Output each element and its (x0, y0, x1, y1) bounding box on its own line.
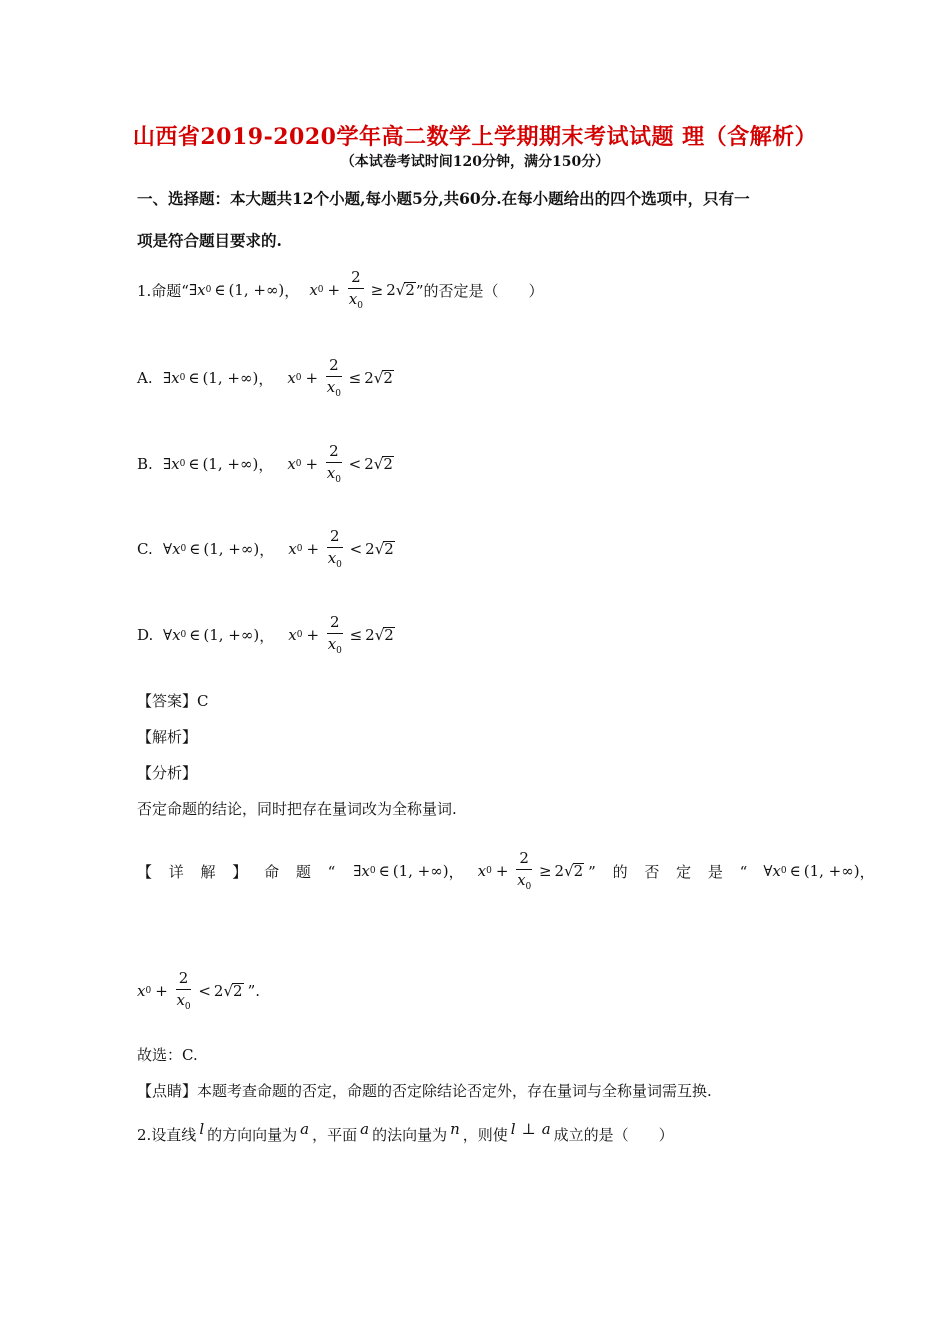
q2-var-n: n (450, 1119, 460, 1138)
option-b-quantifier: ∃ (163, 455, 172, 473)
option-b-frac-num: 2 (326, 444, 342, 463)
detail2-fraction (176, 968, 192, 1012)
detail-elem-2: ∈ (789, 862, 801, 880)
option-a-fraction (326, 355, 342, 399)
option-d-plus: + (306, 626, 320, 644)
question-1-stem (137, 262, 544, 318)
section-heading-line1: 一、选择题：本大题共12个小题,每小题5分,共60分.在每小题给出的四个选项中，只有一 (137, 189, 750, 208)
q1-coef: 2 (386, 281, 396, 299)
page-title: 山西省2019-2020学年高二数学上学期期末考试试题 理（含解析） (132, 124, 818, 150)
detail2-coef: 2 (213, 982, 224, 1000)
choice-text: 故选：C. (137, 1046, 198, 1064)
detail-line-1 (137, 843, 875, 899)
option-a-comma: ， (258, 369, 274, 388)
option-a-relation: ≤ (348, 369, 362, 387)
option-a-sub2: 0 (295, 373, 302, 383)
detail2-x: x (137, 982, 146, 1000)
detail-relation: ≥ (538, 862, 552, 880)
q1-prefix: 1.命题“ (137, 281, 189, 300)
option-d-interval: (1, +∞) (203, 626, 260, 644)
option-c-elem: ∈ (189, 540, 201, 558)
option-d-frac-den: x (327, 634, 337, 653)
option-b-fraction (326, 441, 342, 485)
option-b-label: B. (137, 455, 153, 473)
sqrt-icon: √ (374, 540, 385, 558)
answer-label: 【答案】C (137, 692, 209, 710)
option-d-x2: x (288, 626, 297, 644)
option-c-frac-den-sub: 0 (336, 559, 342, 570)
detail2-sub: 0 (145, 986, 152, 996)
option-d-sqrt-arg: 2 (384, 625, 394, 644)
q2-text-f: 成立的是（ ） (553, 1126, 674, 1144)
option-c-interval: (1, +∞) (203, 540, 260, 558)
q1-frac-den-sub: 0 (357, 300, 363, 311)
detail2-sqrt-arg: 2 (233, 981, 243, 1000)
reasoning-label: 【分析】 (137, 764, 198, 782)
q1-suffix: ”的否定是（ ） (415, 281, 544, 300)
option-b-frac-den-sub: 0 (335, 474, 341, 485)
option-b-comma: ， (258, 455, 274, 474)
q1-relation: ≥ (370, 281, 384, 299)
option-c-x2: x (288, 540, 297, 558)
q1-frac-num: 2 (348, 270, 364, 289)
review-text: 【点睛】本题考查命题的否定，命题的否定除结论否定外，存在量词与全称量词需互换. (137, 1082, 712, 1100)
q1-quantifier: ∃ (188, 281, 198, 299)
option-c-label: C. (137, 540, 153, 558)
option-b-x: x (171, 455, 180, 473)
option-a-frac-num: 2 (326, 358, 342, 377)
q2-var-l: l (199, 1119, 205, 1138)
option-c-frac-num: 2 (327, 529, 343, 548)
option-a-interval: (1, +∞) (202, 369, 259, 387)
option-c-fraction (327, 526, 343, 570)
option-a-elem: ∈ (188, 369, 200, 387)
detail-quantifier-2: ∀ (763, 862, 773, 880)
detail-interval-2: (1, +∞) (803, 862, 860, 880)
detail-elem: ∈ (378, 862, 390, 880)
option-c-sub: 0 (180, 544, 187, 554)
option-d-comma: ， (259, 626, 275, 645)
option-d-x: x (172, 626, 181, 644)
detail-label: 【 详 解 】 命 题 “ (137, 862, 342, 881)
option-a-plus: + (305, 369, 319, 387)
detail-x3: x (772, 862, 781, 880)
detail-x2: x (477, 862, 487, 880)
sqrt-icon: √ (395, 281, 406, 299)
detail-frac-den-sub: 0 (525, 881, 532, 892)
option-b[interactable] (137, 436, 394, 492)
option-d-fraction (327, 612, 343, 656)
q1-plus: + (327, 281, 341, 299)
option-c-coef: 2 (365, 540, 375, 558)
option-a-label: A. (137, 369, 153, 387)
option-d-elem: ∈ (189, 626, 201, 644)
option-a-x2: x (287, 369, 296, 387)
detail-line-2 (137, 963, 260, 1019)
option-d-label: D. (137, 626, 154, 644)
option-b-relation: < (348, 455, 362, 473)
q2-text-c: ，平面 (312, 1126, 358, 1144)
q2-var-a3: a (541, 1119, 551, 1138)
sqrt-icon: √ (374, 626, 385, 644)
detail-fraction (516, 848, 532, 892)
option-a-coef: 2 (364, 369, 374, 387)
detail-interval: (1, +∞) (392, 862, 449, 880)
q2-var-a: a (300, 1119, 310, 1138)
sqrt-icon: √ (564, 862, 574, 880)
option-c-frac-den: x (327, 548, 337, 567)
q1-interval: (1, +∞) (228, 281, 285, 299)
option-b-sub2: 0 (295, 459, 302, 469)
option-a-quantifier: ∃ (163, 369, 172, 387)
detail-quantifier: ∃ (353, 862, 362, 880)
detail-coef: 2 (554, 862, 565, 880)
detail-frac-num: 2 (516, 851, 532, 870)
q2-var-a2: a (360, 1119, 370, 1138)
option-c-quantifier: ∀ (163, 540, 173, 558)
detail2-frac-den-sub: 0 (184, 1001, 191, 1012)
detail-comma-2: ， (859, 862, 875, 881)
option-a-sub: 0 (179, 373, 186, 383)
detail-comma: ， (448, 862, 464, 881)
detail-plus: + (495, 862, 509, 880)
option-d[interactable] (137, 607, 395, 663)
q1-sqrt-arg: 2 (405, 280, 415, 299)
option-b-elem: ∈ (188, 455, 200, 473)
detail-sub3: 0 (780, 866, 787, 876)
q1-fraction (348, 267, 364, 311)
page-subtitle: （本试卷考试时间120分钟，满分150分） (340, 154, 610, 170)
sqrt-icon: √ (373, 455, 384, 473)
q1-sub: 0 (205, 285, 212, 295)
section-heading-line2: 项是符合题目要求的. (137, 231, 282, 250)
option-d-sub2: 0 (296, 630, 303, 640)
q2-text-b: 的方向向量为 (207, 1126, 298, 1144)
option-a-frac-den-sub: 0 (335, 388, 341, 399)
q2-text-a: 2.设直线 (137, 1126, 197, 1144)
option-c-sqrt-arg: 2 (384, 539, 394, 558)
option-b-coef: 2 (364, 455, 374, 473)
q2-text-d: 的法向量为 (372, 1126, 448, 1144)
option-a-sqrt-arg: 2 (383, 368, 393, 387)
option-d-sub: 0 (180, 630, 187, 640)
detail-x: x (361, 862, 370, 880)
option-b-frac-den: x (326, 463, 336, 482)
q1-x: x (197, 281, 206, 299)
option-c-sub2: 0 (296, 544, 303, 554)
detail-sub: 0 (369, 866, 376, 876)
option-d-frac-num: 2 (327, 615, 343, 634)
option-d-coef: 2 (365, 626, 375, 644)
q2-perp: ⊥ (521, 1119, 536, 1138)
detail-sqrt-arg: 2 (573, 861, 584, 880)
option-c-x: x (172, 540, 181, 558)
detail-sub2: 0 (486, 866, 492, 876)
detail2-frac-den: x (176, 990, 185, 1009)
option-a[interactable] (137, 350, 394, 406)
detail2-relation: < (198, 982, 211, 1000)
reasoning-text: 否定命题的结论，同时把存在量词改为全称量词. (137, 800, 457, 818)
option-d-quantifier: ∀ (163, 626, 173, 644)
option-c-relation: < (349, 540, 363, 558)
sqrt-icon: √ (223, 982, 234, 1000)
q2-var-l2: l (510, 1119, 516, 1138)
detail-mid: ” 的 否 定 是 “ (588, 862, 754, 881)
detail-end: ”. (247, 982, 260, 1000)
q1-frac-den: x (348, 289, 358, 308)
q1-comma: ， (284, 281, 300, 300)
option-b-interval: (1, +∞) (202, 455, 259, 473)
option-c[interactable] (137, 521, 395, 577)
detail-frac-den: x (517, 870, 526, 889)
q1-x2: x (309, 281, 318, 299)
option-d-relation: ≤ (349, 626, 363, 644)
q1-elem: ∈ (214, 281, 226, 299)
option-b-x2: x (287, 455, 296, 473)
option-a-x: x (171, 369, 180, 387)
analysis-label: 【解析】 (137, 728, 198, 746)
option-a-frac-den: x (326, 377, 336, 396)
option-c-comma: ， (259, 540, 275, 559)
option-b-sub: 0 (179, 459, 186, 469)
q2-text-e: ，则使 (462, 1126, 508, 1144)
option-c-plus: + (306, 540, 320, 558)
question-2-stem (137, 1119, 674, 1145)
detail2-plus: + (155, 982, 168, 1000)
option-b-plus: + (305, 455, 319, 473)
q1-sub2: 0 (317, 285, 324, 295)
sqrt-icon: √ (373, 369, 384, 387)
detail2-frac-num: 2 (176, 971, 192, 990)
option-d-frac-den-sub: 0 (336, 645, 342, 656)
option-b-sqrt-arg: 2 (383, 454, 393, 473)
